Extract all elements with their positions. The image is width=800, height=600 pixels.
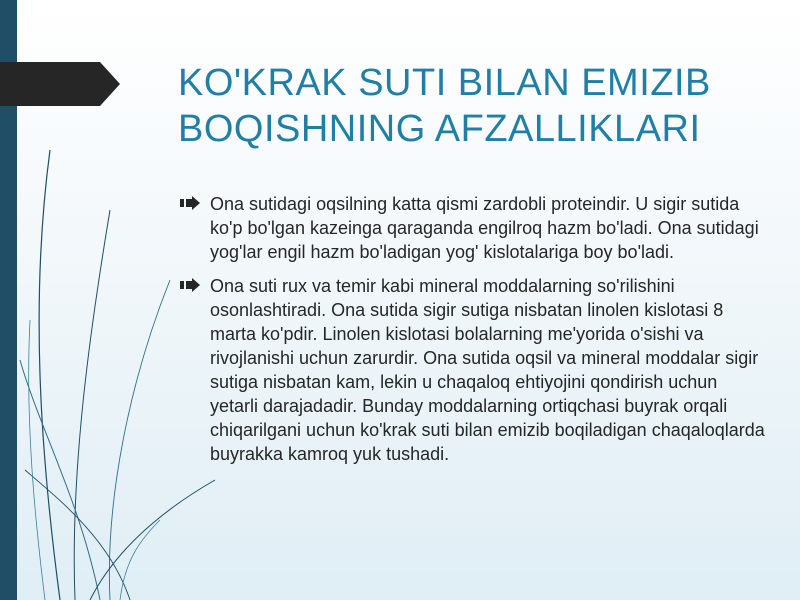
- bullet-text-1: Ona sutidagi oqsilning katta qismi zardobli proteindir. U sigir sutida ko'p bo'lgan kazeinga qaraganda engilroq hazm bo'ladi. Ona sutidagi yog'lar engil hazm bo'ladigan yog' kislotalariga boy bo'ladi.: [210, 194, 759, 262]
- arrow-bullet-icon: [180, 278, 200, 292]
- bullet-text-2: Ona suti rux va temir kabi mineral moddalarning so'rilishini osonlashtiradi. Ona sutida sigir sutiga nisbatan linolen kislotasi 8 marta ko'pdir. Linolen kislotasi bolalarning me'yorida o'sishi va rivojlanishi uchun zarurdir. Ona sutida oqsil va mineral moddalar sigir sutiga nisbatan kam, lekin u chaqaloq ehtiyojini qondirish uchun yetarli darajadadir. Bunday moddalarning ortiqchasi buyrak orqali chiqarilgani uchun ko'krak suti bilan emizib boqiladigan chaqaloqlarda buyrakka kamroq yuk tushadi.: [210, 276, 765, 464]
- bullet-item-2: [180, 274, 770, 466]
- title-tab-shape: [0, 62, 120, 106]
- slide-content: [180, 192, 770, 476]
- slide-title: KO'KRAK SUTI BILAN EMIZIB BOQISHNING AFZALLIKLARI: [178, 62, 711, 150]
- arrow-bullet-icon: [180, 196, 200, 210]
- bullet-item-1: [180, 192, 770, 264]
